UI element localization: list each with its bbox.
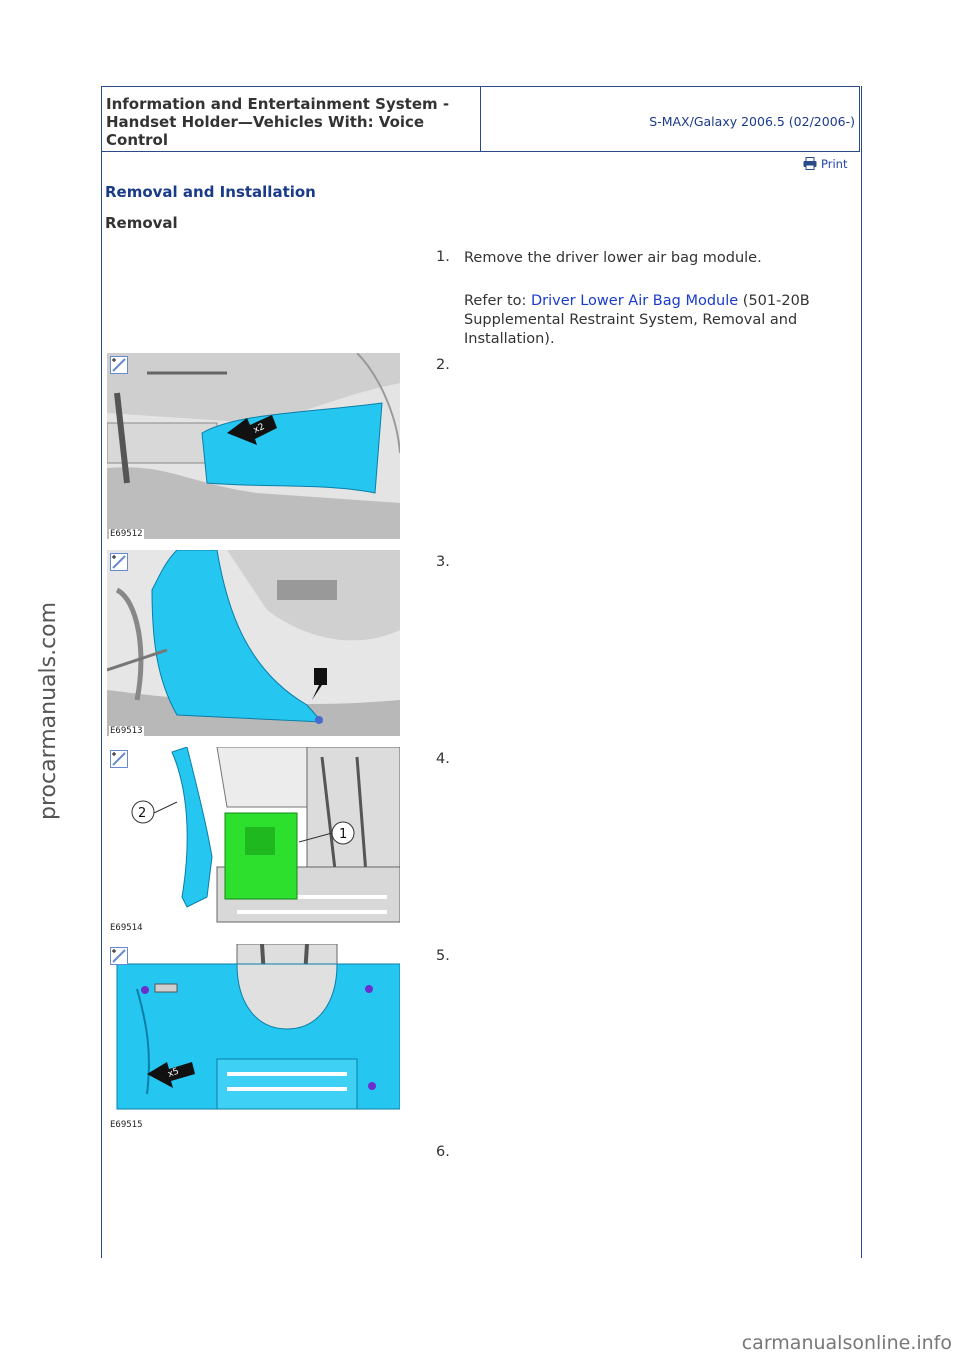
step-reference — [464, 292, 844, 349]
section-title: Removal and Installation — [105, 183, 316, 201]
figure-label: E69513 — [110, 726, 143, 736]
quantity-mark: x5 — [166, 1066, 181, 1080]
illustration — [107, 747, 400, 933]
zoom-icon[interactable] — [110, 356, 128, 374]
subsection-title: Removal — [105, 214, 178, 232]
illustration — [107, 944, 400, 1130]
callout-1: 1 — [339, 827, 348, 842]
step-text: Remove the driver lower air bag module. — [464, 250, 762, 266]
callout-2: 2 — [138, 806, 147, 821]
step-number: 2. — [436, 357, 450, 373]
figure-label: E69515 — [110, 1120, 143, 1130]
zoom-icon[interactable] — [110, 750, 128, 768]
page-header — [101, 86, 860, 152]
figure-E69512 — [107, 353, 400, 539]
refer-suffix: (501-20B Supplemental Restraint System, Removal and Installation). — [464, 293, 810, 347]
print-button[interactable] — [803, 157, 847, 171]
quantity-mark: x2 — [252, 421, 267, 436]
side-watermark — [2, 560, 61, 820]
illustration — [107, 550, 400, 736]
step-number: 5. — [436, 948, 450, 964]
driver-lower-air-bag-link[interactable]: Driver Lower Air Bag Module — [531, 293, 739, 309]
refer-prefix: Refer to: — [464, 293, 531, 309]
figure-E69514 — [107, 747, 400, 933]
zoom-icon[interactable] — [110, 553, 128, 571]
footer-watermark: carmanualsonline.info — [741, 1332, 952, 1354]
watermark-text: procarmanuals.com — [36, 601, 61, 820]
page-title: Information and Entertainment System - Handset Holder—Vehicles With: Voice Control — [106, 95, 450, 149]
step-number: 4. — [436, 751, 450, 767]
step-number: 1. — [436, 249, 450, 265]
step-number: 3. — [436, 554, 450, 570]
zoom-icon[interactable] — [110, 947, 128, 965]
figure-label: E69514 — [110, 923, 143, 933]
illustration — [107, 353, 400, 539]
figure-label: E69512 — [110, 529, 143, 539]
header-divider — [480, 87, 481, 151]
vehicle-model: S-MAX/Galaxy 2006.5 (02/2006-) — [649, 114, 855, 129]
step-number: 6. — [436, 1144, 450, 1160]
figure-E69515 — [107, 944, 400, 1130]
figure-E69513 — [107, 550, 400, 736]
printer-icon — [803, 157, 817, 170]
print-label: Print — [821, 157, 848, 171]
